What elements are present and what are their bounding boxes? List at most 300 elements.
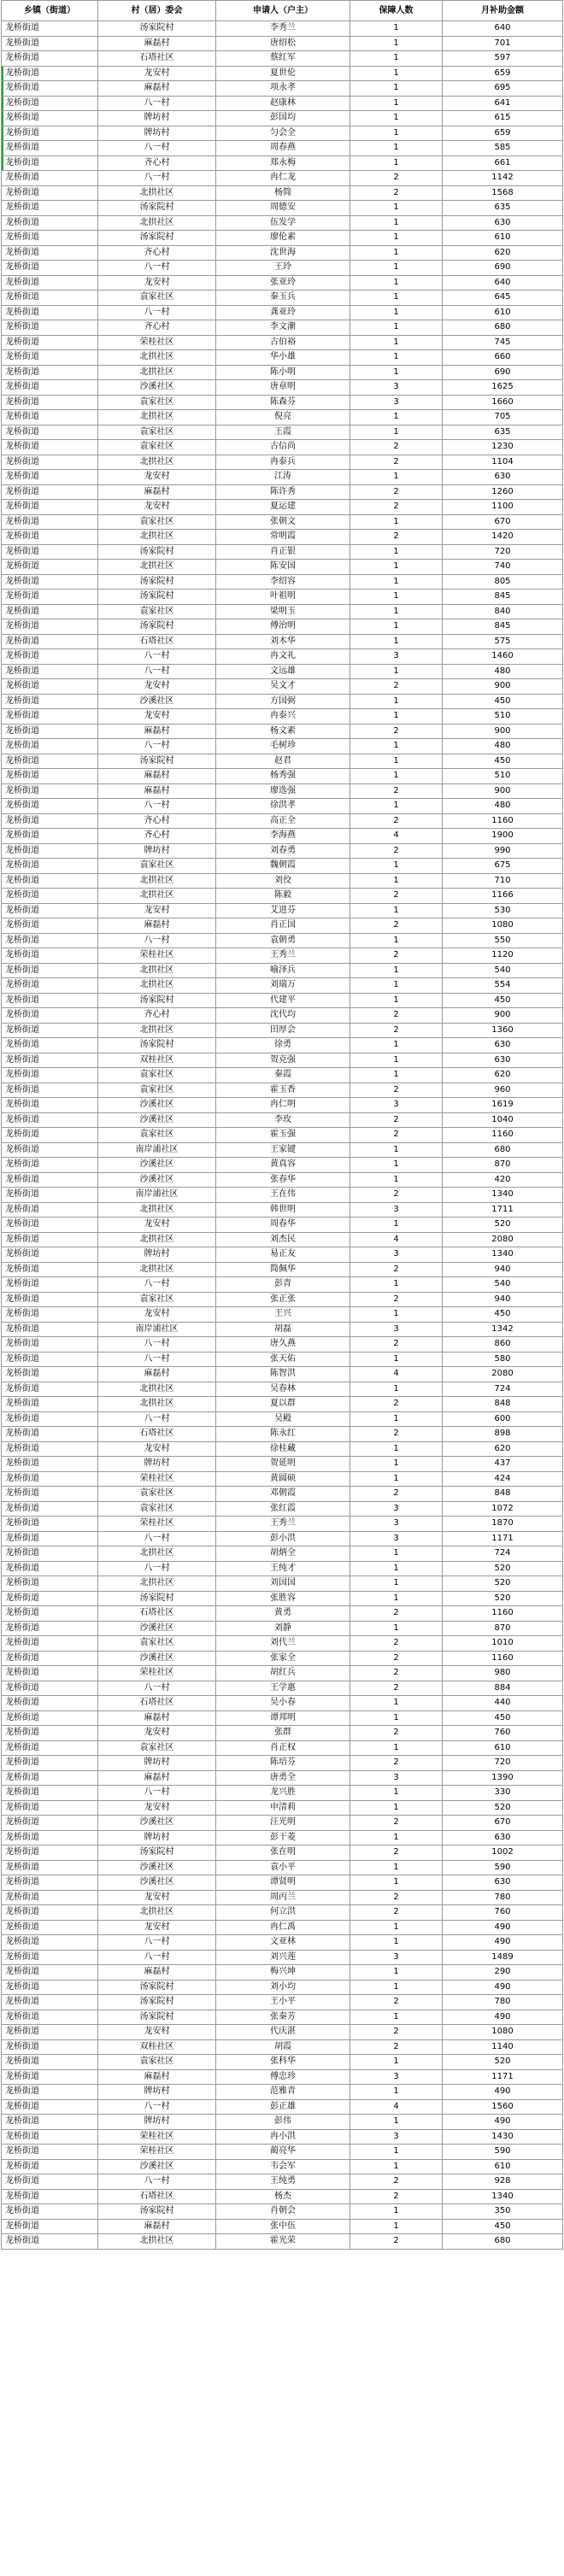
cell-township[interactable]: 龙桥街道	[2, 2039, 98, 2055]
cell-applicant[interactable]: 胡霞	[216, 2039, 350, 2055]
cell-monthly-subsidy[interactable]: 440	[443, 1696, 563, 1711]
cell-village[interactable]: 荣桂社区	[98, 2129, 216, 2145]
cell-applicant[interactable]: 李文潮	[216, 320, 350, 336]
cell-township[interactable]: 龙桥街道	[2, 1397, 98, 1412]
cell-village[interactable]: 麻磊村	[98, 1770, 216, 1786]
cell-covered-persons[interactable]: 1	[350, 2085, 443, 2100]
cell-township[interactable]: 龙桥街道	[2, 1232, 98, 1247]
cell-applicant[interactable]: 项永孝	[216, 81, 350, 97]
cell-covered-persons[interactable]: 2	[350, 500, 443, 515]
cell-township[interactable]: 龙桥街道	[2, 410, 98, 425]
cell-monthly-subsidy[interactable]: 805	[443, 574, 563, 590]
cell-covered-persons[interactable]: 2	[350, 1023, 443, 1038]
cell-village[interactable]: 八一村	[98, 2174, 216, 2190]
cell-covered-persons[interactable]: 1	[350, 1621, 443, 1636]
cell-monthly-subsidy[interactable]: 980	[443, 1666, 563, 1681]
header-township[interactable]: 乡镇（街道）	[2, 1, 98, 21]
cell-monthly-subsidy[interactable]: 661	[443, 155, 563, 171]
cell-monthly-subsidy[interactable]: 1080	[443, 2025, 563, 2040]
cell-monthly-subsidy[interactable]: 490	[443, 2010, 563, 2025]
cell-covered-persons[interactable]: 4	[350, 2099, 443, 2115]
cell-township[interactable]: 龙桥街道	[2, 1307, 98, 1323]
cell-covered-persons[interactable]: 2	[350, 1666, 443, 1681]
cell-covered-persons[interactable]: 2	[350, 455, 443, 470]
cell-monthly-subsidy[interactable]: 1390	[443, 1770, 563, 1786]
cell-village[interactable]: 石塔社区	[98, 51, 216, 67]
cell-township[interactable]: 龙桥街道	[2, 1411, 98, 1427]
cell-covered-persons[interactable]: 2	[350, 679, 443, 695]
cell-monthly-subsidy[interactable]: 845	[443, 619, 563, 635]
cell-village[interactable]: 牌坊村	[98, 111, 216, 126]
cell-monthly-subsidy[interactable]: 745	[443, 335, 563, 350]
header-village[interactable]: 村（居）委会	[98, 1, 216, 21]
cell-village[interactable]: 汤家院村	[98, 1845, 216, 1861]
cell-village[interactable]: 北拱社区	[98, 1576, 216, 1592]
cell-township[interactable]: 龙桥街道	[2, 619, 98, 635]
cell-township[interactable]: 龙桥街道	[2, 365, 98, 380]
cell-village[interactable]: 麻磊村	[98, 1965, 216, 1980]
cell-township[interactable]: 龙桥街道	[2, 425, 98, 440]
cell-monthly-subsidy[interactable]: 620	[443, 1441, 563, 1457]
cell-township[interactable]: 龙桥街道	[2, 799, 98, 814]
cell-village[interactable]: 双桂社区	[98, 1053, 216, 1068]
cell-township[interactable]: 龙桥街道	[2, 111, 98, 126]
cell-monthly-subsidy[interactable]: 420	[443, 1172, 563, 1188]
cell-applicant[interactable]: 唐勇全	[216, 1770, 350, 1786]
cell-township[interactable]: 龙桥街道	[2, 1935, 98, 1951]
cell-applicant[interactable]: 张群	[216, 1726, 350, 1741]
cell-monthly-subsidy[interactable]: 928	[443, 2174, 563, 2190]
cell-covered-persons[interactable]: 1	[350, 2115, 443, 2130]
cell-monthly-subsidy[interactable]: 1040	[443, 1112, 563, 1128]
cell-applicant[interactable]: 袁小平	[216, 1860, 350, 1875]
cell-monthly-subsidy[interactable]: 450	[443, 754, 563, 769]
cell-village[interactable]: 北拱社区	[98, 1382, 216, 1397]
cell-covered-persons[interactable]: 1	[350, 1965, 443, 1980]
cell-township[interactable]: 龙桥街道	[2, 2219, 98, 2234]
cell-applicant[interactable]: 王在伟	[216, 1188, 350, 1203]
cell-monthly-subsidy[interactable]: 720	[443, 544, 563, 560]
cell-monthly-subsidy[interactable]: 630	[443, 470, 563, 485]
cell-village[interactable]: 汤家院村	[98, 993, 216, 1008]
cell-covered-persons[interactable]: 2	[350, 1845, 443, 1861]
cell-township[interactable]: 龙桥街道	[2, 889, 98, 904]
cell-village[interactable]: 汤家院村	[98, 1995, 216, 2010]
cell-village[interactable]: 牌坊村	[98, 2115, 216, 2130]
cell-applicant[interactable]: 王玲	[216, 261, 350, 276]
cell-township[interactable]: 龙桥街道	[2, 1651, 98, 1666]
cell-monthly-subsidy[interactable]: 437	[443, 1457, 563, 1472]
cell-covered-persons[interactable]: 1	[350, 51, 443, 67]
cell-applicant[interactable]: 周春燕	[216, 141, 350, 156]
cell-township[interactable]: 龙桥街道	[2, 66, 98, 81]
cell-applicant[interactable]: 张亚玲	[216, 275, 350, 290]
cell-monthly-subsidy[interactable]: 900	[443, 724, 563, 739]
cell-village[interactable]: 石塔社区	[98, 1696, 216, 1711]
cell-applicant[interactable]: 赵康林	[216, 96, 350, 111]
cell-township[interactable]: 龙桥街道	[2, 754, 98, 769]
cell-monthly-subsidy[interactable]: 675	[443, 859, 563, 874]
cell-monthly-subsidy[interactable]: 450	[443, 993, 563, 1008]
cell-village[interactable]: 袁家社区	[98, 290, 216, 306]
cell-township[interactable]: 龙桥街道	[2, 560, 98, 575]
cell-applicant[interactable]: 倪亮	[216, 410, 350, 425]
cell-village[interactable]: 汤家院村	[98, 231, 216, 246]
cell-covered-persons[interactable]: 1	[350, 111, 443, 126]
cell-village[interactable]: 南岸浦社区	[98, 1188, 216, 1203]
cell-covered-persons[interactable]: 1	[350, 1352, 443, 1367]
cell-applicant[interactable]: 霍玉强	[216, 1128, 350, 1143]
cell-covered-persons[interactable]: 1	[350, 350, 443, 366]
cell-township[interactable]: 龙桥街道	[2, 1980, 98, 1995]
cell-monthly-subsidy[interactable]: 1171	[443, 1531, 563, 1546]
cell-township[interactable]: 龙桥街道	[2, 2085, 98, 2100]
cell-township[interactable]: 龙桥街道	[2, 1487, 98, 1502]
cell-applicant[interactable]: 陈森芬	[216, 395, 350, 410]
cell-monthly-subsidy[interactable]: 1360	[443, 1023, 563, 1038]
cell-applicant[interactable]: 毛树珍	[216, 739, 350, 754]
cell-monthly-subsidy[interactable]: 1160	[443, 1651, 563, 1666]
cell-village[interactable]: 八一村	[98, 1935, 216, 1951]
cell-township[interactable]: 龙桥街道	[2, 2010, 98, 2025]
cell-village[interactable]: 齐心村	[98, 320, 216, 336]
cell-applicant[interactable]: 肖正银	[216, 544, 350, 560]
cell-monthly-subsidy[interactable]: 1460	[443, 649, 563, 665]
cell-applicant[interactable]: 刘代兰	[216, 1636, 350, 1652]
cell-township[interactable]: 龙桥街道	[2, 2159, 98, 2174]
cell-village[interactable]: 双桂社区	[98, 2039, 216, 2055]
cell-monthly-subsidy[interactable]: 510	[443, 709, 563, 725]
cell-township[interactable]: 龙桥街道	[2, 185, 98, 201]
cell-village[interactable]: 牌坊村	[98, 1756, 216, 1771]
cell-monthly-subsidy[interactable]: 848	[443, 1397, 563, 1412]
cell-township[interactable]: 龙桥街道	[2, 141, 98, 156]
cell-village[interactable]: 齐心村	[98, 155, 216, 171]
cell-covered-persons[interactable]: 2	[350, 813, 443, 829]
cell-covered-persons[interactable]: 1	[350, 544, 443, 560]
cell-township[interactable]: 龙桥街道	[2, 1172, 98, 1188]
cell-village[interactable]: 南岸浦社区	[98, 1142, 216, 1158]
header-covered-persons[interactable]: 保障人数	[350, 1, 443, 21]
cell-applicant[interactable]: 彭干菱	[216, 1830, 350, 1845]
cell-monthly-subsidy[interactable]: 600	[443, 1411, 563, 1427]
cell-monthly-subsidy[interactable]: 590	[443, 2145, 563, 2160]
cell-covered-persons[interactable]: 1	[350, 903, 443, 918]
cell-covered-persons[interactable]: 1	[350, 126, 443, 141]
cell-covered-persons[interactable]: 1	[350, 470, 443, 485]
cell-applicant[interactable]: 袁朝勇	[216, 933, 350, 948]
cell-monthly-subsidy[interactable]: 640	[443, 275, 563, 290]
cell-township[interactable]: 龙桥街道	[2, 290, 98, 306]
cell-township[interactable]: 龙桥街道	[2, 679, 98, 695]
cell-covered-persons[interactable]: 1	[350, 1382, 443, 1397]
cell-township[interactable]: 龙桥街道	[2, 1112, 98, 1128]
cell-monthly-subsidy[interactable]: 1619	[443, 1098, 563, 1113]
cell-township[interactable]: 龙桥街道	[2, 1427, 98, 1442]
cell-applicant[interactable]: 华小雄	[216, 350, 350, 366]
cell-monthly-subsidy[interactable]: 645	[443, 290, 563, 306]
cell-applicant[interactable]: 谭贤明	[216, 1875, 350, 1891]
cell-village[interactable]: 汤家院村	[98, 2204, 216, 2220]
cell-village[interactable]: 齐心村	[98, 1008, 216, 1024]
cell-covered-persons[interactable]: 2	[350, 1427, 443, 1442]
cell-covered-persons[interactable]: 2	[350, 1606, 443, 1622]
cell-applicant[interactable]: 刘佼	[216, 873, 350, 889]
cell-village[interactable]: 北拱社区	[98, 889, 216, 904]
cell-village[interactable]: 汤家院村	[98, 21, 216, 37]
cell-covered-persons[interactable]: 1	[350, 2159, 443, 2174]
cell-monthly-subsidy[interactable]: 450	[443, 1710, 563, 1726]
cell-applicant[interactable]: 王小平	[216, 1995, 350, 2010]
cell-monthly-subsidy[interactable]: 610	[443, 2159, 563, 2174]
cell-village[interactable]: 袁家社区	[98, 395, 216, 410]
cell-covered-persons[interactable]: 2	[350, 1487, 443, 1502]
cell-covered-persons[interactable]: 3	[350, 2069, 443, 2085]
cell-monthly-subsidy[interactable]: 1900	[443, 829, 563, 844]
cell-township[interactable]: 龙桥街道	[2, 769, 98, 784]
cell-covered-persons[interactable]: 1	[350, 155, 443, 171]
cell-monthly-subsidy[interactable]: 690	[443, 365, 563, 380]
cell-township[interactable]: 龙桥街道	[2, 1292, 98, 1307]
cell-applicant[interactable]: 王霞	[216, 425, 350, 440]
cell-township[interactable]: 龙桥街道	[2, 574, 98, 590]
cell-monthly-subsidy[interactable]: 1870	[443, 1517, 563, 1532]
cell-monthly-subsidy[interactable]: 848	[443, 1487, 563, 1502]
cell-covered-persons[interactable]: 1	[350, 1068, 443, 1083]
cell-covered-persons[interactable]: 1	[350, 1546, 443, 1562]
cell-applicant[interactable]: 王家键	[216, 1142, 350, 1158]
cell-covered-persons[interactable]: 1	[350, 590, 443, 605]
cell-applicant[interactable]: 王秀兰	[216, 948, 350, 964]
cell-village[interactable]: 沙溪社区	[98, 2159, 216, 2174]
cell-monthly-subsidy[interactable]: 690	[443, 261, 563, 276]
cell-applicant[interactable]: 唐久燕	[216, 1337, 350, 1353]
cell-applicant[interactable]: 彭青	[216, 1277, 350, 1293]
cell-monthly-subsidy[interactable]: 490	[443, 2085, 563, 2100]
cell-applicant[interactable]: 刘静	[216, 1621, 350, 1636]
cell-monthly-subsidy[interactable]: 450	[443, 1307, 563, 1323]
cell-township[interactable]: 龙桥街道	[2, 36, 98, 51]
cell-covered-persons[interactable]: 1	[350, 2010, 443, 2025]
cell-village[interactable]: 石塔社区	[98, 1427, 216, 1442]
cell-village[interactable]: 龙安村	[98, 1441, 216, 1457]
cell-village[interactable]: 八一村	[98, 171, 216, 186]
cell-village[interactable]: 麻磊村	[98, 484, 216, 500]
cell-village[interactable]: 八一村	[98, 1337, 216, 1353]
cell-covered-persons[interactable]: 2	[350, 1816, 443, 1831]
cell-village[interactable]: 龙安村	[98, 1218, 216, 1233]
cell-covered-persons[interactable]: 1	[350, 245, 443, 261]
cell-township[interactable]: 龙桥街道	[2, 2189, 98, 2204]
cell-covered-persons[interactable]: 1	[350, 1860, 443, 1875]
cell-village[interactable]: 龙安村	[98, 66, 216, 81]
cell-applicant[interactable]: 冉仁龙	[216, 171, 350, 186]
cell-applicant[interactable]: 陈智洪	[216, 1367, 350, 1382]
cell-township[interactable]: 龙桥街道	[2, 1950, 98, 1965]
cell-applicant[interactable]: 廖伦素	[216, 231, 350, 246]
cell-township[interactable]: 龙桥街道	[2, 455, 98, 470]
cell-monthly-subsidy[interactable]: 350	[443, 2204, 563, 2220]
cell-township[interactable]: 龙桥街道	[2, 395, 98, 410]
cell-village[interactable]: 沙溪社区	[98, 1860, 216, 1875]
cell-village[interactable]: 沙溪社区	[98, 1816, 216, 1831]
cell-covered-persons[interactable]: 2	[350, 1008, 443, 1024]
cell-township[interactable]: 龙桥街道	[2, 51, 98, 67]
cell-monthly-subsidy[interactable]: 1230	[443, 440, 563, 455]
cell-village[interactable]: 北拱社区	[98, 215, 216, 231]
cell-village[interactable]: 汤家院村	[98, 1591, 216, 1606]
cell-monthly-subsidy[interactable]: 615	[443, 111, 563, 126]
cell-monthly-subsidy[interactable]: 1489	[443, 1950, 563, 1965]
cell-township[interactable]: 龙桥街道	[2, 724, 98, 739]
cell-applicant[interactable]: 肖正国	[216, 918, 350, 934]
cell-monthly-subsidy[interactable]: 710	[443, 873, 563, 889]
cell-covered-persons[interactable]: 1	[350, 560, 443, 575]
cell-applicant[interactable]: 夏世伦	[216, 66, 350, 81]
cell-village[interactable]: 石塔社区	[98, 634, 216, 649]
cell-township[interactable]: 龙桥街道	[2, 1830, 98, 1845]
cell-applicant[interactable]: 黄勇	[216, 1606, 350, 1622]
cell-village[interactable]: 八一村	[98, 1352, 216, 1367]
cell-covered-persons[interactable]: 1	[350, 873, 443, 889]
cell-covered-persons[interactable]: 1	[350, 963, 443, 978]
cell-covered-persons[interactable]: 1	[350, 201, 443, 216]
cell-township[interactable]: 龙桥街道	[2, 320, 98, 336]
cell-applicant[interactable]: 冉仁明	[216, 1098, 350, 1113]
cell-village[interactable]: 汤家院村	[98, 619, 216, 635]
cell-monthly-subsidy[interactable]: 898	[443, 1427, 563, 1442]
cell-applicant[interactable]: 王纯勇	[216, 2174, 350, 2190]
cell-monthly-subsidy[interactable]: 480	[443, 739, 563, 754]
cell-monthly-subsidy[interactable]: 1120	[443, 948, 563, 964]
cell-monthly-subsidy[interactable]: 585	[443, 141, 563, 156]
cell-applicant[interactable]: 陈许秀	[216, 484, 350, 500]
cell-monthly-subsidy[interactable]: 780	[443, 1995, 563, 2010]
cell-covered-persons[interactable]: 1	[350, 799, 443, 814]
cell-township[interactable]: 龙桥街道	[2, 1561, 98, 1576]
cell-township[interactable]: 龙桥街道	[2, 1083, 98, 1098]
cell-monthly-subsidy[interactable]: 1342	[443, 1322, 563, 1337]
cell-village[interactable]: 荣桂社区	[98, 1471, 216, 1487]
cell-covered-persons[interactable]: 2	[350, 1726, 443, 1741]
cell-monthly-subsidy[interactable]: 1568	[443, 185, 563, 201]
cell-monthly-subsidy[interactable]: 530	[443, 903, 563, 918]
cell-township[interactable]: 龙桥街道	[2, 873, 98, 889]
cell-monthly-subsidy[interactable]: 520	[443, 1561, 563, 1576]
cell-township[interactable]: 龙桥街道	[2, 783, 98, 799]
cell-village[interactable]: 北拱社区	[98, 1262, 216, 1277]
cell-covered-persons[interactable]: 3	[350, 380, 443, 396]
cell-monthly-subsidy[interactable]: 1140	[443, 2039, 563, 2055]
cell-township[interactable]: 龙桥街道	[2, 1457, 98, 1472]
cell-covered-persons[interactable]: 1	[350, 664, 443, 679]
cell-covered-persons[interactable]: 1	[350, 1576, 443, 1592]
cell-applicant[interactable]: 张在明	[216, 1845, 350, 1861]
cell-applicant[interactable]: 高正全	[216, 813, 350, 829]
cell-applicant[interactable]: 陈永红	[216, 1427, 350, 1442]
cell-village[interactable]: 八一村	[98, 799, 216, 814]
cell-covered-persons[interactable]: 2	[350, 2174, 443, 2190]
cell-applicant[interactable]: 贺克强	[216, 1053, 350, 1068]
cell-covered-persons[interactable]: 2	[350, 1128, 443, 1143]
cell-covered-persons[interactable]: 1	[350, 81, 443, 97]
cell-monthly-subsidy[interactable]: 870	[443, 1621, 563, 1636]
cell-covered-persons[interactable]: 2	[350, 185, 443, 201]
cell-monthly-subsidy[interactable]: 1340	[443, 1247, 563, 1263]
cell-applicant[interactable]: 秦霞	[216, 1068, 350, 1083]
cell-monthly-subsidy[interactable]: 480	[443, 664, 563, 679]
cell-village[interactable]: 麻磊村	[98, 36, 216, 51]
cell-village[interactable]: 石塔社区	[98, 1606, 216, 1622]
cell-village[interactable]: 汤家院村	[98, 574, 216, 590]
cell-monthly-subsidy[interactable]: 940	[443, 1292, 563, 1307]
cell-applicant[interactable]: 梅兴坤	[216, 1965, 350, 1980]
cell-village[interactable]: 龙安村	[98, 275, 216, 290]
cell-covered-persons[interactable]: 3	[350, 1098, 443, 1113]
cell-township[interactable]: 龙桥街道	[2, 171, 98, 186]
cell-covered-persons[interactable]: 1	[350, 1038, 443, 1053]
cell-applicant[interactable]: 易正友	[216, 1247, 350, 1263]
cell-applicant[interactable]: 江涛	[216, 470, 350, 485]
cell-township[interactable]: 龙桥街道	[2, 470, 98, 485]
cell-township[interactable]: 龙桥街道	[2, 1710, 98, 1726]
cell-applicant[interactable]: 徐桂藏	[216, 1441, 350, 1457]
cell-covered-persons[interactable]: 1	[350, 1740, 443, 1756]
cell-monthly-subsidy[interactable]: 597	[443, 51, 563, 67]
cell-covered-persons[interactable]: 1	[350, 1830, 443, 1845]
cell-monthly-subsidy[interactable]: 1104	[443, 455, 563, 470]
cell-township[interactable]: 龙桥街道	[2, 634, 98, 649]
cell-applicant[interactable]: 徐勇	[216, 1038, 350, 1053]
cell-township[interactable]: 龙桥街道	[2, 215, 98, 231]
cell-township[interactable]: 龙桥街道	[2, 2055, 98, 2070]
cell-monthly-subsidy[interactable]: 1160	[443, 1606, 563, 1622]
cell-applicant[interactable]: 夏以群	[216, 1397, 350, 1412]
cell-covered-persons[interactable]: 2	[350, 530, 443, 545]
cell-township[interactable]: 龙桥街道	[2, 948, 98, 964]
cell-covered-persons[interactable]: 1	[350, 993, 443, 1008]
cell-applicant[interactable]: 常明霞	[216, 530, 350, 545]
cell-monthly-subsidy[interactable]: 1160	[443, 1128, 563, 1143]
cell-monthly-subsidy[interactable]: 540	[443, 1277, 563, 1293]
cell-township[interactable]: 龙桥街道	[2, 1621, 98, 1636]
cell-covered-persons[interactable]: 2	[350, 1262, 443, 1277]
cell-applicant[interactable]: 方国弼	[216, 694, 350, 709]
cell-covered-persons[interactable]: 3	[350, 649, 443, 665]
cell-covered-persons[interactable]: 1	[350, 2055, 443, 2070]
cell-township[interactable]: 龙桥街道	[2, 1756, 98, 1771]
cell-monthly-subsidy[interactable]: 550	[443, 933, 563, 948]
cell-village[interactable]: 北拱社区	[98, 1023, 216, 1038]
cell-covered-persons[interactable]: 1	[350, 215, 443, 231]
cell-monthly-subsidy[interactable]: 1430	[443, 2129, 563, 2145]
cell-monthly-subsidy[interactable]: 1142	[443, 171, 563, 186]
cell-monthly-subsidy[interactable]: 554	[443, 978, 563, 994]
cell-applicant[interactable]: 陈培芬	[216, 1756, 350, 1771]
cell-village[interactable]: 沙溪社区	[98, 380, 216, 396]
cell-applicant[interactable]: 傅治明	[216, 619, 350, 635]
cell-monthly-subsidy[interactable]: 620	[443, 1068, 563, 1083]
cell-township[interactable]: 龙桥街道	[2, 380, 98, 396]
cell-covered-persons[interactable]: 3	[350, 2129, 443, 2145]
cell-monthly-subsidy[interactable]: 900	[443, 679, 563, 695]
cell-applicant[interactable]: 汪光明	[216, 1816, 350, 1831]
cell-applicant[interactable]: 吴殿	[216, 1411, 350, 1427]
cell-covered-persons[interactable]: 1	[350, 1920, 443, 1935]
cell-township[interactable]: 龙桥街道	[2, 1218, 98, 1233]
cell-applicant[interactable]: 李海燕	[216, 829, 350, 844]
cell-township[interactable]: 龙桥街道	[2, 1247, 98, 1263]
